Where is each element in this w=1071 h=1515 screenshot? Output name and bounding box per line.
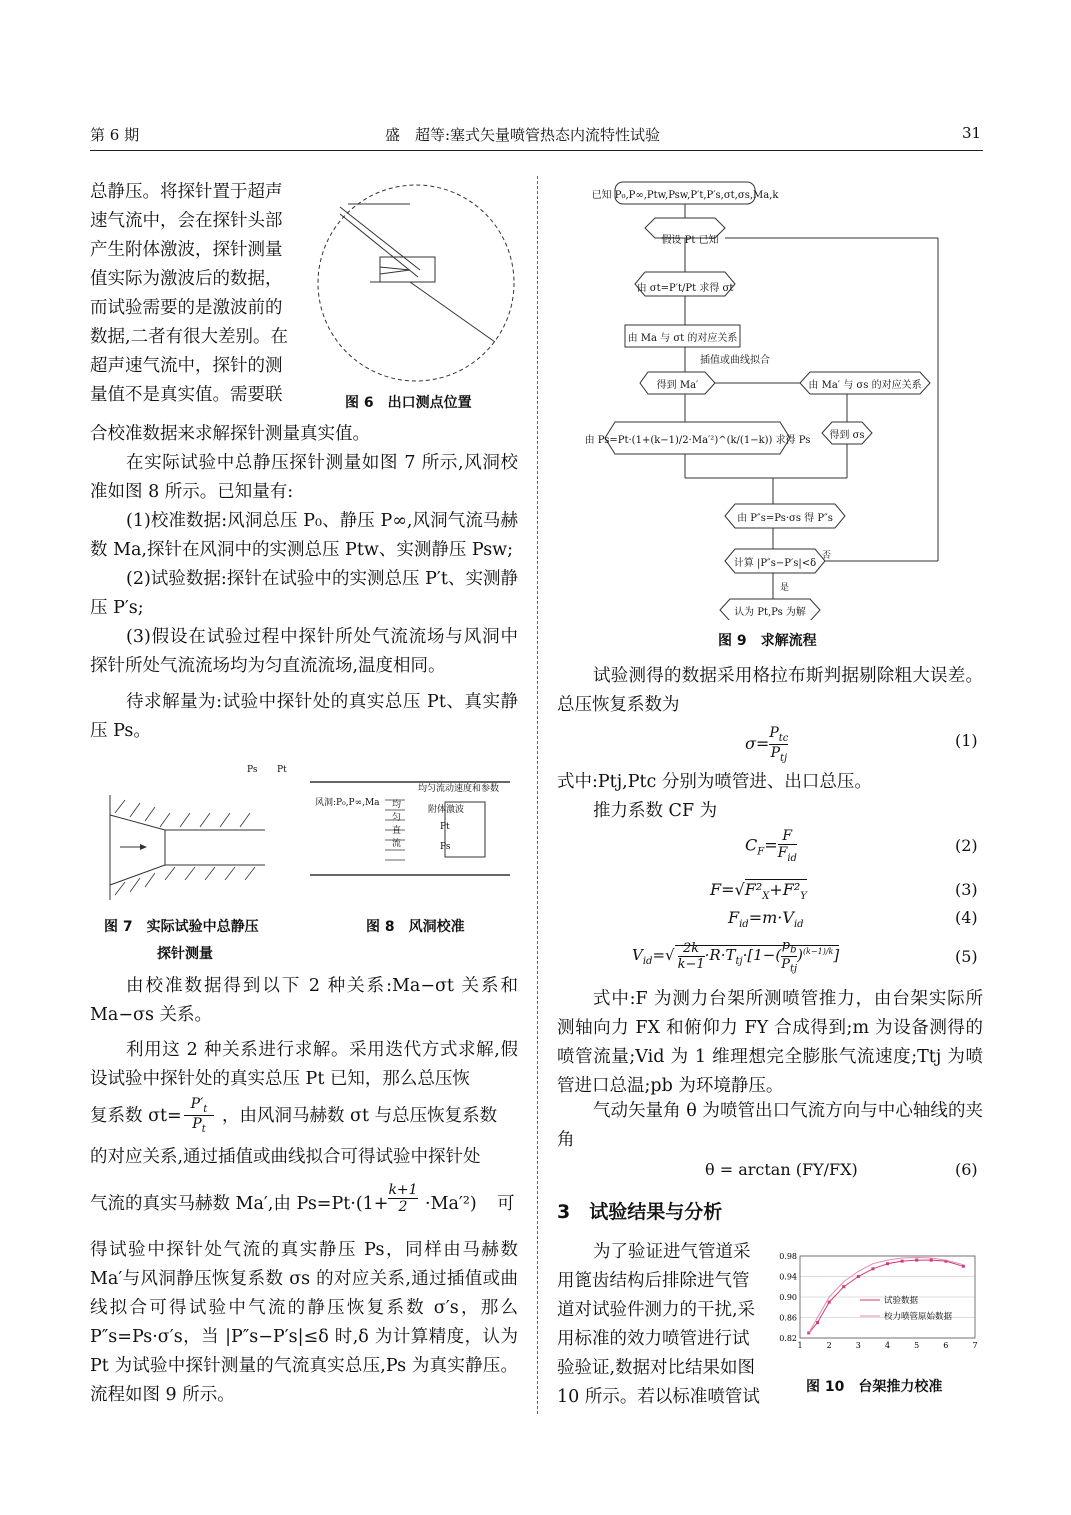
equation-3: $F=√F^2_X+F^2_Y$ (710, 880, 807, 903)
y-tick-label: 0.94 (779, 1272, 797, 1282)
data-point (901, 1260, 904, 1263)
flow-ma-relation: 由 Ma 与 σt 的对应关系 (627, 332, 738, 344)
paragraph-line: 的对应关系,通过插值或曲线拟合可得试验中探针处 (90, 1147, 481, 1167)
flow-known: 已知 P₀,P∞,Ptw,Psw,P′t,P′s,σt,σs,Ma,k (591, 189, 779, 201)
data-point (828, 1301, 831, 1304)
x-tick-label: 7 (972, 1341, 978, 1350)
paragraph: 气动矢量角 θ 为喷管出口气流方向与中心轴线的夹角 (557, 1101, 983, 1150)
text-line: 10 所示。若以标准喷管试 (557, 1387, 760, 1407)
figure-6-caption: 图 6 出口测点位置 (345, 395, 472, 411)
fig8-label-uniform: 均匀流动速度和参数 (418, 784, 500, 794)
paragraph: 式中:F 为测力台架所测喷管推力，由台架实际所测轴向力 FX 和俯仰力 FY 合成得到;m 为设备测得的喷管流量;Vid 为 1 维理想完全膨胀气流速度;Ttj 为喷管进口总温;pb 为环境静压。 (557, 989, 983, 1096)
equation-1: σ= $P_{tc}$ $P_{tj}$ (745, 725, 789, 764)
flow-check: 计算 |P″s−P′s|<δ (733, 557, 817, 569)
sigma-line-b: ，由风洞马赫数 σt 与总压恢复系数 (222, 1106, 498, 1126)
paragraph-line: 式中:Ptj,Ptc 分别为喷管进、出口总压。 (557, 772, 872, 792)
equation-5-number: (5) (955, 947, 978, 966)
text-line: 用篦齿结构后排除进气管 (557, 1271, 750, 1291)
y-tick-label: 0.90 (779, 1293, 797, 1302)
y-tick-label: 0.86 (779, 1313, 797, 1323)
fig7-label-ps: Ps (247, 765, 258, 775)
y-tick-label: 0.98 (779, 1252, 797, 1261)
x-tick-label: 5 (914, 1341, 920, 1350)
ps-line-c: 可 (497, 1194, 515, 1214)
paragraph: 利用这 2 种关系进行求解。采用迭代方式求解,假设试验中探针处的真实总压 Pt 已知，那么总压恢 (90, 1040, 518, 1089)
fig8-wind-label: 风洞:P₀,P∞,Ma (315, 798, 380, 808)
fig8-pt-label: Pt (440, 822, 450, 832)
equation-6-number: (6) (955, 1160, 978, 1179)
figure-7-caption: 图 7 实际试验中总静压 (104, 919, 259, 935)
y-tick-label: 0.82 (779, 1334, 797, 1343)
figure-7-caption-line2: 探针测量 (157, 946, 213, 962)
data-point (915, 1259, 918, 1262)
fig8-label-shock: 附体激波 (428, 805, 465, 815)
flow-assume: 假设 Pt 已知 (661, 234, 719, 246)
fig7-label-pt: Pt (277, 765, 287, 775)
paragraph: 得试验中探针处气流的真实静压 Ps，同样由马赫数 Ma′与风洞静压恢复系数 σs 的对应关系,通过插值或曲线拟合可得试验中气流的静压恢复系数 σ′s，那么 P″s=Ps·σ′s，当 |P″s−P′s|≤δ 时,δ 为计算精度，认为 Pt 为试验中探针测量的气流真实总压,Ps 为真实静压。流程如图 9 所示。 (90, 1240, 518, 1405)
x-tick-label: 2 (826, 1341, 832, 1350)
flow-ps2: 由 P″s=Ps·σs 得 P″s (737, 512, 833, 524)
x-tick-label: 4 (884, 1341, 891, 1350)
paragraph: (2)试验数据:探针在试验中的实测总压 P′t、实测静压 P′s; (90, 569, 518, 618)
paragraph-line: 合校准数据来求解探针测量真实值。 (90, 424, 370, 444)
text-line: 量值不是真实值。需要联 (90, 385, 283, 405)
equation-4-number: (4) (955, 908, 978, 927)
data-point (816, 1321, 819, 1324)
fig8-side-char: 匀 (392, 813, 402, 823)
fig8-side-char: 直 (392, 826, 402, 836)
equation-2: $C_F=$ F $F_{id}$ (745, 828, 797, 864)
text-line: 总静压。将探针置于超声 (90, 182, 283, 202)
section-heading-3: 3 试验结果与分析 (557, 1201, 723, 1223)
text-line: 速气流中，会在探针头部 (90, 211, 283, 231)
equation-6: θ = arctan (FY/FX) (705, 1160, 858, 1179)
paragraph: (1)校准数据:风洞总压 P₀、静压 P∞,风洞气流马赫数 Ma,探针在风洞中的实测总压 Ptw、实测静压 Psw; (90, 511, 518, 560)
header-rule (90, 150, 983, 151)
equation-2-number: (2) (955, 836, 978, 855)
text-line: 值实际为激波后的数据， (90, 269, 283, 289)
figure-7 (105, 795, 275, 905)
paragraph: 在实际试验中总静压探针测量如图 7 所示,风洞校准如图 8 所示。已知量有: (90, 453, 518, 502)
text-line: 超声速气流中，探针的测 (90, 356, 283, 376)
ps-line-a: 气流的真实马赫数 Ma′,由 Ps=Pt·(1+ (90, 1194, 389, 1214)
column-separator (537, 176, 538, 1414)
text-line: 而试验需要的是激波前的 (90, 298, 283, 318)
flow-interp: 插值或曲线拟合 (700, 354, 770, 366)
ps-line-b: ·Ma′²) (425, 1194, 477, 1214)
equation-5: $V_{id}=√$ $\frac{2k}{k-1}$ $\cdot R\cdot T_{tj}\cdot[1-$( $p_b$ $P_{tj}$ )$^{(k-1)/k}$] (632, 938, 840, 975)
x-tick-label: 6 (943, 1341, 949, 1350)
data-point (930, 1259, 933, 1262)
flow-get-ma: 得到 Ma′ (656, 379, 699, 391)
flow-get-sigma-s: 得到 σs (829, 429, 865, 441)
figure-9-caption: 图 9 求解流程 (718, 633, 817, 649)
paragraph: 待求解量为:试验中探针处的真实总压 Pt、真实静压 Ps。 (90, 692, 518, 741)
running-title: 盛 超等:塞式矢量喷管热态内流特性试验 (385, 126, 661, 144)
legend-label: 校力喷管原始数据 (884, 1312, 953, 1322)
fig8-ps-label: Ps (440, 842, 451, 852)
equation-3-number: (3) (955, 880, 978, 899)
paragraph-wrapped (90, 178, 320, 410)
fraction-k: k+1 2 (388, 1182, 418, 1215)
flow-sigma: 由 σt=P′t/Pt 求得 σt (636, 282, 734, 294)
flow-yes-label: 是 (780, 583, 790, 593)
x-tick-label: 3 (855, 1341, 861, 1350)
text-line: 产生附体激波，探针测量 (90, 240, 283, 260)
data-point (871, 1267, 874, 1270)
paragraph-line: 推力系数 CF 为 (593, 801, 718, 821)
flow-no-label: 否 (822, 551, 832, 561)
text-line: 为了验证进气管道采 (593, 1242, 751, 1262)
page-number: 31 (962, 124, 982, 142)
paragraph: 试验测得的数据采用格拉布斯判据剔除粗大误差。总压恢复系数为 (557, 666, 983, 715)
text-line: 数据,二者有很大差别。在 (90, 327, 289, 347)
paragraph: 由校准数据得到以下 2 种关系:Ma−σt 关系和 Ma−σs 关系。 (90, 976, 518, 1025)
text-line: 用标准的效力喷管进行试 (557, 1329, 750, 1349)
legend-label: 试验数据 (884, 1296, 919, 1306)
sigma-line-a: 复系数 σt= (90, 1106, 182, 1126)
paragraph: (3)假设在试验过程中探针所处气流流场与风洞中探针所处气流流场均为匀直流流场,温度相同。 (90, 627, 518, 676)
equation-1-number: (1) (955, 731, 978, 750)
data-point (886, 1262, 889, 1265)
equation-4: $F_{id}=m\cdot V_{id}$ (728, 908, 804, 931)
fraction-pt: $P'_t$ $P_t$ (184, 1096, 214, 1135)
paragraph-wrapped (557, 1238, 772, 1412)
data-point (962, 1265, 965, 1268)
text-line: 验验证,数据对比结果如图 (557, 1358, 756, 1378)
figure-10-caption: 图 10 台架推力校准 (806, 1379, 943, 1395)
fig8-side-char: 流 (392, 839, 402, 849)
fig8-side-char: 均 (392, 800, 402, 810)
data-point (842, 1285, 845, 1288)
flow-solution: 认为 Pt,Ps 为解 (734, 606, 806, 618)
text-line: 道对试验件测力的干扰,采 (557, 1300, 756, 1320)
flow-ma-sigma-s: 由 Ma′ 与 σs 的对应关系 (808, 379, 922, 391)
issue-number: 第 6 期 (90, 126, 140, 144)
figure-10-chart (772, 1250, 982, 1360)
figure-6 (310, 182, 525, 387)
flow-ps: 由 Ps=Pt·(1+(k−1)/2·Ma′²)^(k/(1−k)) 求得 Ps (584, 434, 811, 446)
figure-8-caption: 图 8 风洞校准 (366, 919, 465, 935)
x-tick-label: 1 (797, 1341, 803, 1350)
data-point (857, 1275, 860, 1278)
